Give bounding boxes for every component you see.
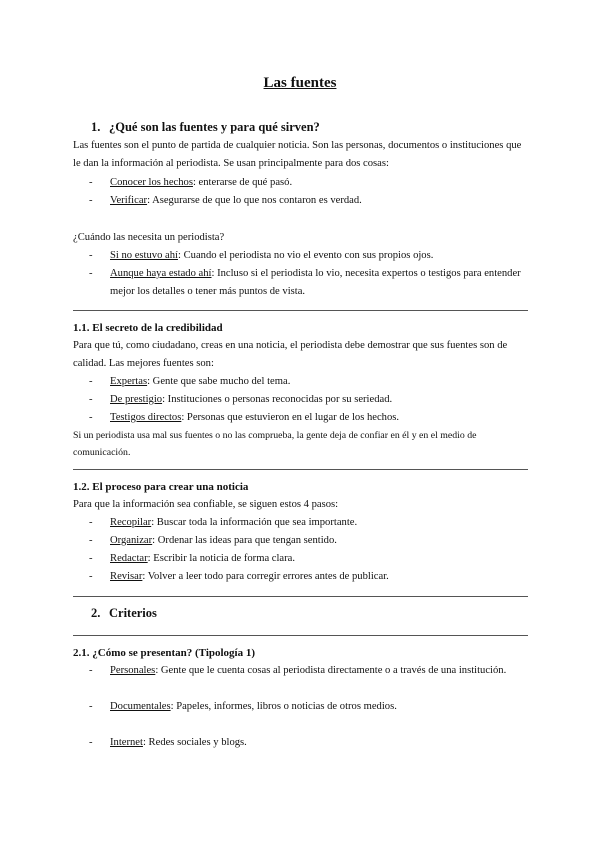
section-1-1-list: [73, 373, 528, 427]
bullet-dash: -: [89, 571, 93, 582]
list-item-term: Redactar: [110, 553, 148, 564]
list-item-text: : enterarse de qué pasó.: [192, 177, 293, 188]
bullet-dash: -: [89, 177, 93, 188]
bullet-dash: -: [89, 250, 93, 261]
list-item-text: : Asegurarse de que lo que nos contaron es verdad.: [147, 195, 362, 206]
list-item: [73, 662, 528, 680]
list-item-text: : Personas que estuvieron en el lugar de los hechos.: [181, 412, 400, 423]
divider: [73, 469, 528, 470]
section-2-number: 2.: [91, 606, 101, 620]
bullet-dash: -: [89, 412, 93, 423]
section-2-1-heading: 2.1. ¿Cómo se presentan? (Tipología 1): [73, 647, 256, 659]
list-item: [73, 409, 528, 427]
list-item-term: Si no estuvo ahí: [110, 250, 178, 261]
section-1-number: 1.: [91, 120, 101, 134]
bullet-dash: -: [89, 535, 93, 546]
list-item: [73, 247, 528, 265]
list-item-term: Recopilar: [110, 517, 152, 528]
divider: [73, 635, 528, 636]
list-item-text: : Volver a leer todo para corregir errores antes de publicar.: [142, 571, 389, 582]
list-item-text: : Papeles, informes, libros o noticias de otros medios.: [170, 701, 397, 712]
bullet-dash: -: [89, 701, 93, 712]
list-item-term: Revisar: [110, 571, 143, 582]
section-1-2-heading: 1.2. El proceso para crear una noticia: [73, 481, 249, 493]
list-item-term: Internet: [110, 737, 143, 748]
section-1-when-list: [73, 247, 528, 301]
list-item: [73, 568, 528, 586]
list-item-term: Organizar: [110, 535, 153, 546]
list-item-text: : Incluso si el periodista lo vio, necesita expertos o testigos para entender mejor los detalles o tener más puntos de vista.: [110, 268, 521, 297]
list-item: [73, 391, 528, 409]
list-item-text: : Gente que sabe mucho del tema.: [147, 376, 291, 387]
list-item: [73, 734, 528, 752]
list-item-term: Aunque haya estado ahí: [110, 268, 212, 279]
document-title: Las fuentes: [263, 75, 337, 91]
section-1-heading-text: ¿Qué son las fuentes y para qué sirven?: [109, 120, 320, 134]
section-1-1-note: Si un periodista usa mal sus fuentes o no las comprueba, la gente deja de confiar en él y en el medio de comunicación.: [73, 430, 477, 458]
bullet-dash: -: [89, 195, 93, 206]
section-1-question: ¿Cuándo las necesita un periodista?: [73, 232, 225, 243]
list-item: [73, 550, 528, 568]
bullet-dash: -: [89, 268, 93, 279]
section-2-heading-text: Criterios: [109, 606, 157, 620]
list-item-text: : Escribir la noticia de forma clara.: [147, 553, 296, 564]
list-item: [73, 265, 528, 301]
list-item-text: : Gente que le cuenta cosas al periodista directamente o a través de una institución.: [155, 665, 507, 676]
list-item-term: Testigos directos: [110, 412, 182, 423]
list-item: [73, 373, 528, 391]
list-item-term: Expertas: [110, 376, 148, 387]
list-item-text: : Cuando el periodista no vio el evento con sus propios ojos.: [177, 250, 434, 261]
bullet-dash: -: [89, 394, 93, 405]
list-item-term: Conocer los hechos: [110, 177, 193, 188]
section-1-1-heading: 1.1. El secreto de la credibilidad: [73, 322, 223, 334]
bullet-dash: -: [89, 665, 93, 676]
section-2-heading: [91, 604, 157, 622]
list-item-text: : Buscar toda la información que sea importante.: [151, 517, 358, 528]
list-item-term: De prestigio: [110, 394, 163, 405]
section-2-1-list: [73, 662, 528, 770]
bullet-dash: -: [89, 517, 93, 528]
bullet-dash: -: [89, 737, 93, 748]
list-item: [73, 698, 528, 716]
list-item-text: : Ordenar las ideas para que tengan sentido.: [152, 535, 337, 546]
bullet-dash: -: [89, 553, 93, 564]
list-item: [73, 514, 528, 532]
list-item: [73, 174, 528, 192]
divider: [73, 596, 528, 597]
divider: [73, 310, 528, 311]
list-item-text: : Redes sociales y blogs.: [142, 737, 247, 748]
list-item-term: Personales: [110, 665, 156, 676]
section-1-2-steps-list: [73, 514, 528, 586]
section-1-uses-list: [73, 174, 528, 210]
section-1-intro: Las fuentes son el punto de partida de cualquier noticia. Son las personas, documentos o instituciones que le dan la información al periodista. Se usan principalmente para dos cosas:: [73, 140, 522, 169]
list-item-term: Documentales: [110, 701, 171, 712]
section-1-heading: [91, 118, 320, 136]
section-1-2-intro: Para que la información sea confiable, se siguen estos 4 pasos:: [73, 499, 339, 510]
list-item-text: : Instituciones o personas reconocidas por su seriedad.: [162, 394, 393, 405]
list-item-term: Verificar: [110, 195, 148, 206]
list-item: [73, 532, 528, 550]
list-item: [73, 192, 528, 210]
section-1-1-intro: Para que tú, como ciudadano, creas en una noticia, el periodista debe demostrar que sus fuentes son de calidad. Las mejores fuentes son:: [73, 340, 508, 369]
bullet-dash: -: [89, 376, 93, 387]
